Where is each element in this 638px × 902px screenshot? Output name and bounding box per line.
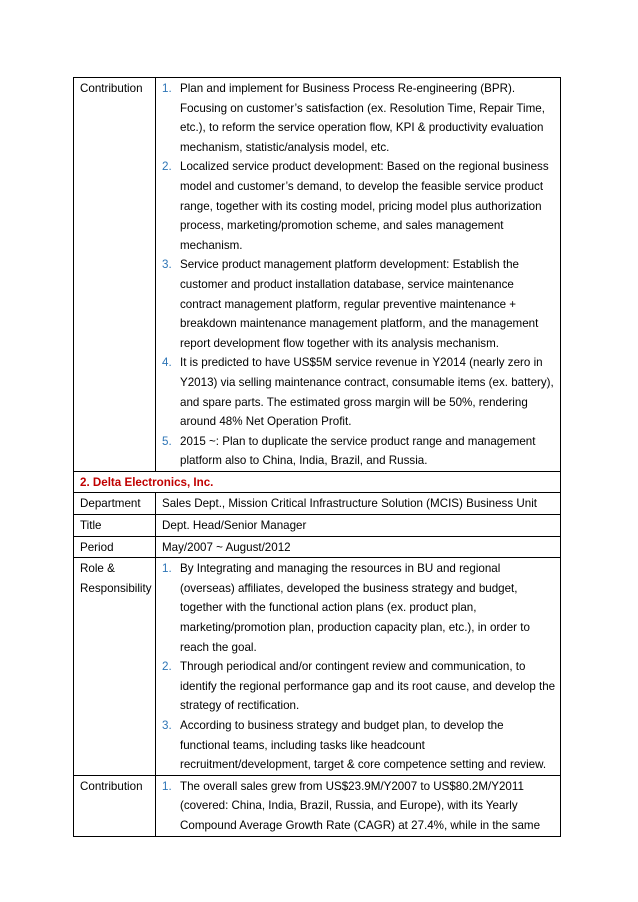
list-text: According to business strategy and budget plan, to develop the functional teams, including tasks like headcount recruitment/development, target & core competence setting and review. xyxy=(180,719,547,772)
role-row xyxy=(74,558,561,776)
list-number: 3. xyxy=(162,258,172,272)
list-number: 5. xyxy=(162,434,172,448)
period-row xyxy=(74,536,561,558)
list-item xyxy=(162,79,556,157)
contribution-label: Contribution xyxy=(74,775,156,836)
list-text: By Integrating and managing the resources in BU and regional (overseas) affiliates, developed the business strategy and budget, together with the functional action plans (ex. product plan, marketing/promotion plan, production capacity plan, etc.), in order to reach the goal. xyxy=(180,562,530,654)
list-item xyxy=(162,777,556,836)
list-item xyxy=(162,716,556,775)
list-text: Through periodical and/or contingent review and communication, to identify the regional performance gap and its root cause, and develop the strategy of rectification. xyxy=(180,660,556,713)
role-label-line: Responsibility xyxy=(80,581,152,595)
list-number: 1. xyxy=(162,82,172,95)
role-cell xyxy=(156,558,561,776)
contribution-list xyxy=(162,777,556,836)
period-label: Period xyxy=(74,536,156,558)
company-heading-row xyxy=(74,471,561,493)
list-text: Service product management platform development: Establish the customer and product installation database, service maintenance contract management platform, regular preventive maintenance + breakdown maintenance management platform, and the management report development flow together with its analysis mechanism. xyxy=(180,258,539,350)
list-text: It is predicted to have US$5M service revenue in Y2014 (nearly zero in Y2013) via selling maintenance contract, consumable items (ex. battery), and spare parts. The estimated gross margin will be 50%, rendering around 48% Net Operation Profit. xyxy=(180,356,554,429)
company-heading: 2. Delta Electronics, Inc. xyxy=(74,471,561,493)
list-item xyxy=(162,255,556,353)
list-number: 2. xyxy=(162,160,172,174)
resume-table xyxy=(73,77,561,837)
contribution-cell xyxy=(156,78,561,472)
contribution-list xyxy=(162,79,556,471)
title-value: Dept. Head/Senior Manager xyxy=(156,515,561,537)
list-item xyxy=(162,657,556,716)
contribution-label: Contribution xyxy=(74,78,156,472)
role-label-line: Role & xyxy=(80,562,115,576)
list-item xyxy=(162,432,556,471)
role-label xyxy=(74,558,156,776)
department-row xyxy=(74,493,561,515)
list-item xyxy=(162,157,556,255)
role-list xyxy=(162,559,556,775)
list-text: Plan and implement for Business Process Re-engineering (BPR). Focusing on customer’s satisfaction (ex. Resolution Time, Repair Time, etc.), to reform the service operation flow, KPI & productivity evaluation mechanism, statistic/analysis model, etc. xyxy=(180,82,545,154)
period-value: May/2007 ~ August/2012 xyxy=(156,536,561,558)
list-number: 1. xyxy=(162,779,172,793)
department-value: Sales Dept., Mission Critical Infrastructure Solution (MCIS) Business Unit xyxy=(156,493,561,515)
list-number: 2. xyxy=(162,660,172,674)
list-number: 1. xyxy=(162,562,172,576)
title-row xyxy=(74,515,561,537)
list-text: Localized service product development: Based on the regional business model and customer’s demand, to develop the feasible service product range, together with its costing model, pricing model plus authorization process, marketing/promotion scheme, and sales management mechanism. xyxy=(180,160,549,252)
list-item xyxy=(162,559,556,657)
list-number: 4. xyxy=(162,356,172,370)
title-label: Title xyxy=(74,515,156,537)
list-text: The overall sales grew from US$23.9M/Y2007 to US$80.2M/Y2011 (covered: China, India, Brazil, Russia, and Europe), with its Yearly Compound Average Growth Rate (CAGR) at 27.4%, while in the same xyxy=(180,779,541,832)
contribution-row xyxy=(74,78,561,472)
list-item xyxy=(162,353,556,431)
contribution-cell xyxy=(156,775,561,836)
list-number: 3. xyxy=(162,719,172,732)
list-text: 2015 ~: Plan to duplicate the service product range and management platform also to China, India, Brazil, and Russia. xyxy=(180,434,536,468)
department-label: Department xyxy=(74,493,156,515)
contribution-row xyxy=(74,775,561,836)
